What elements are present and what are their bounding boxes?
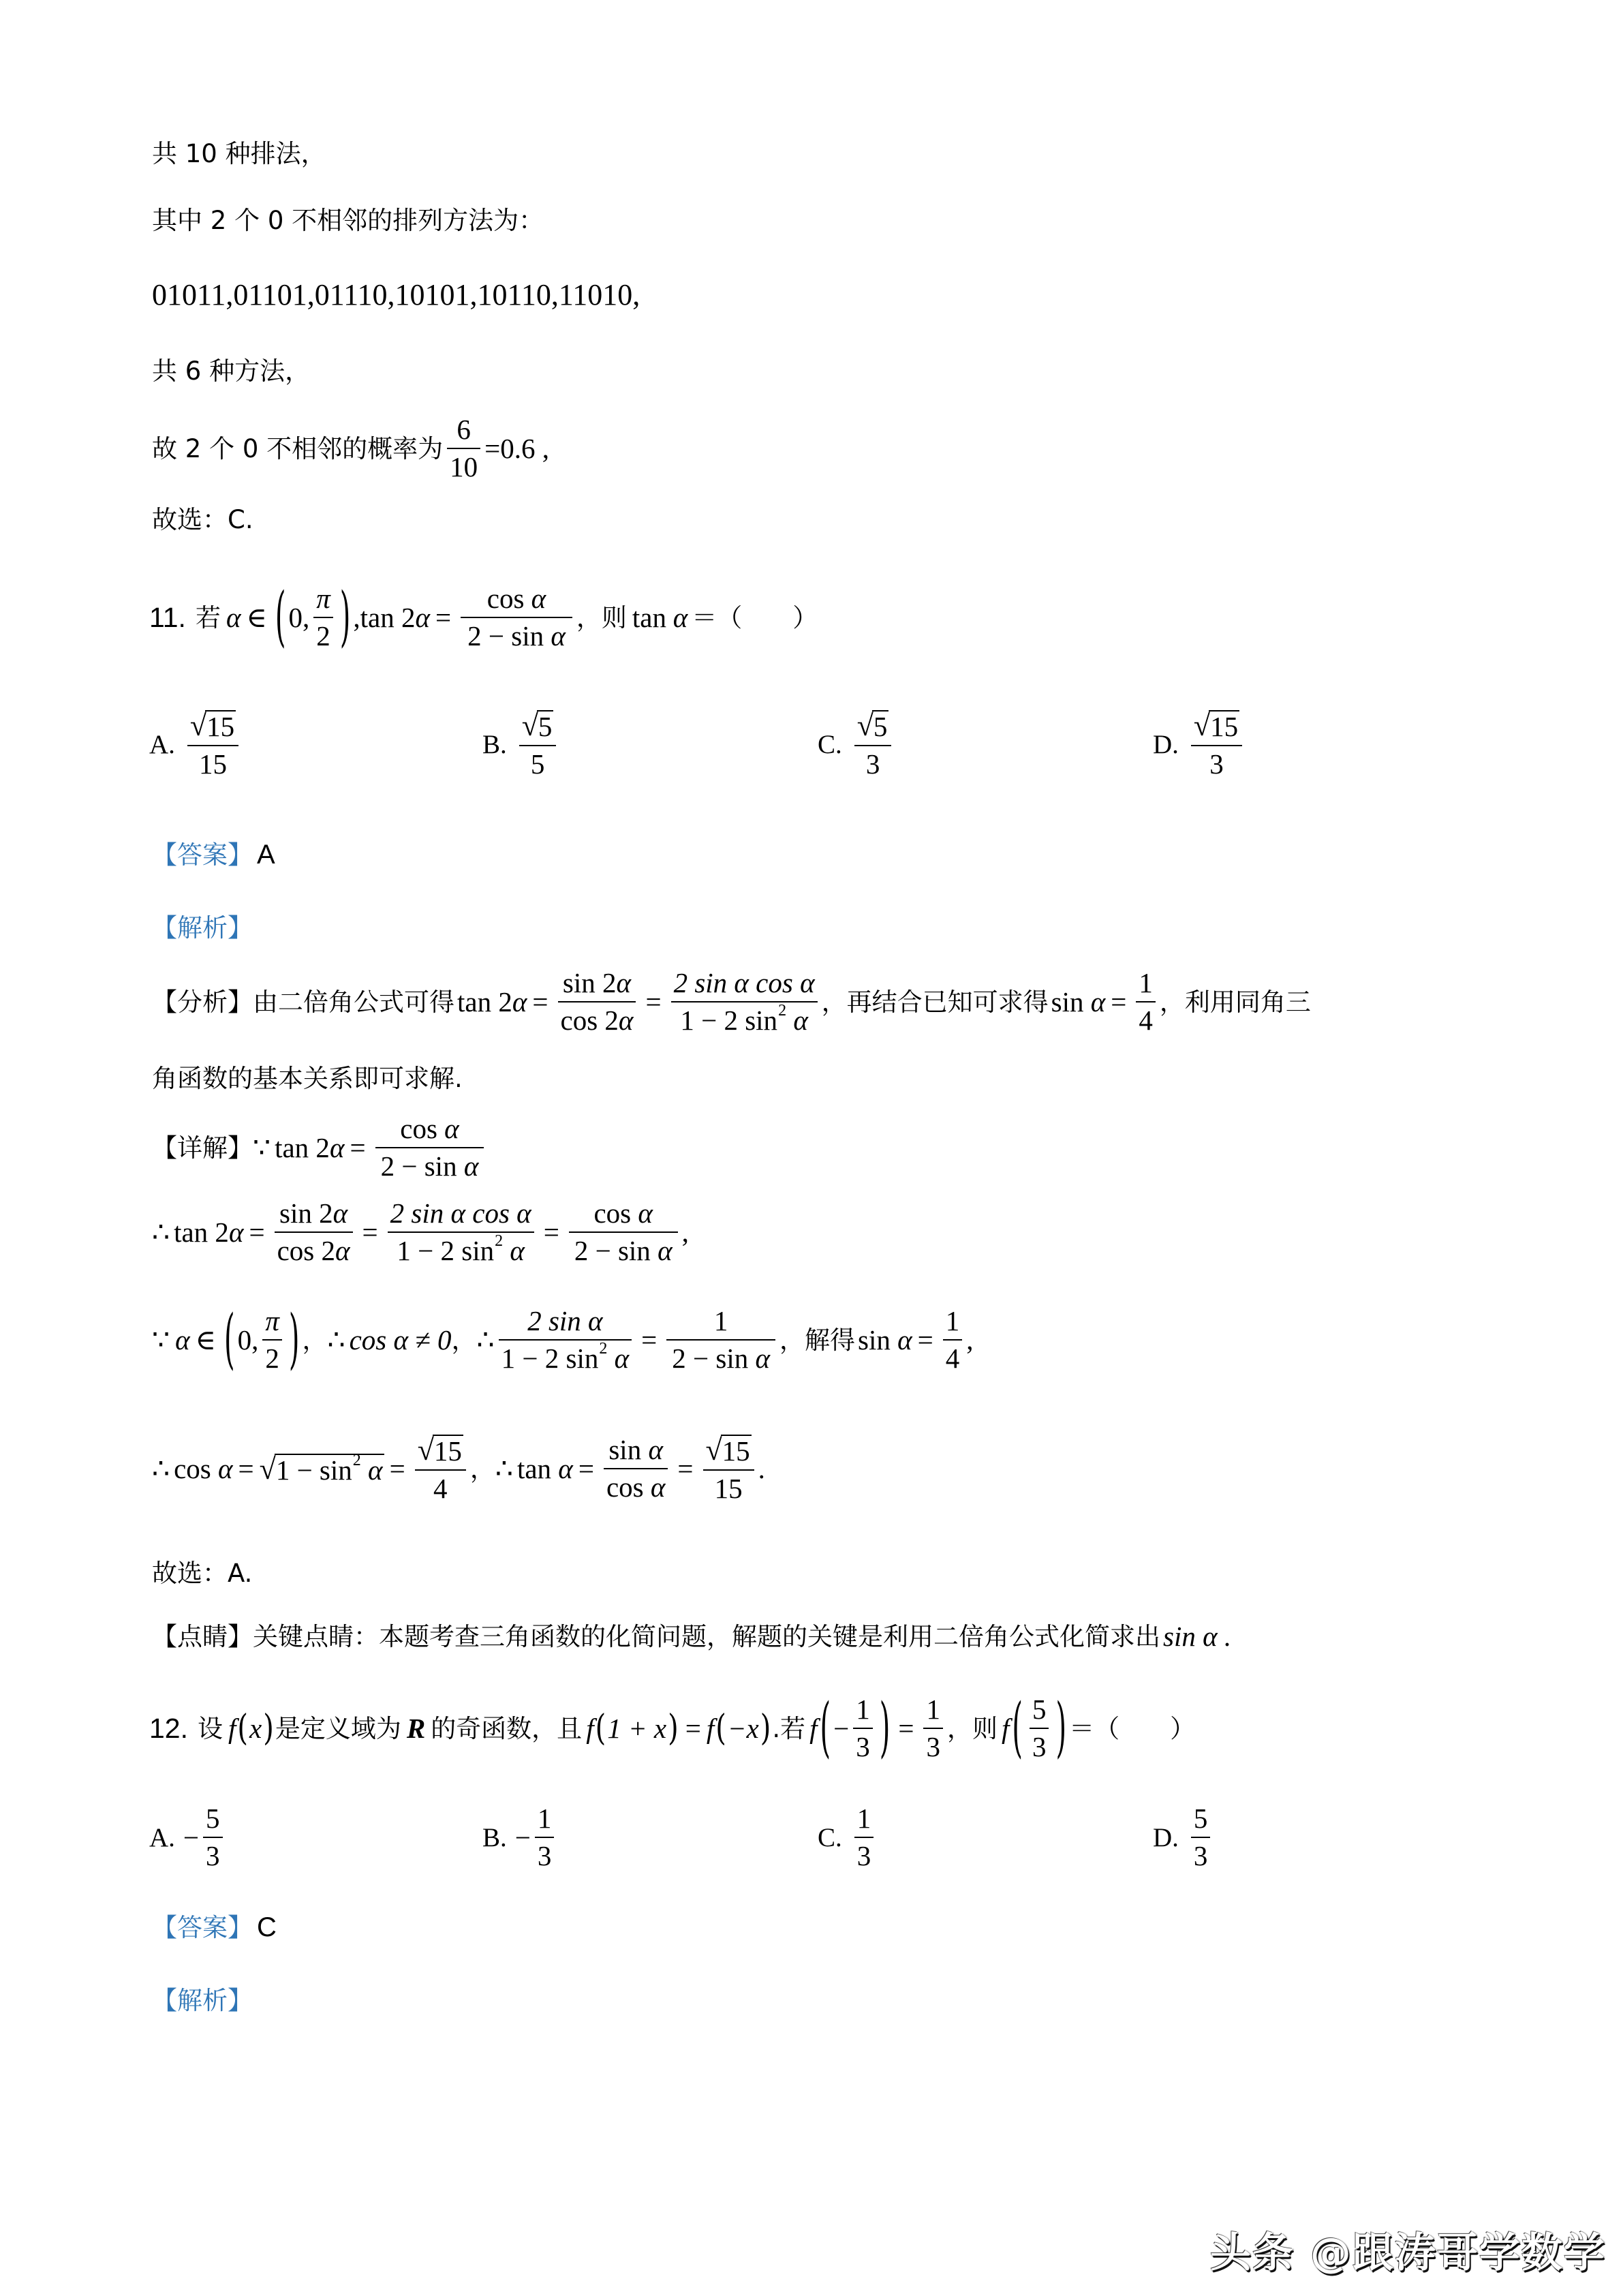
q11-xiangjie-1: 【详解】 ∵ tan 2 α = $\frac{\text{cos α}}{\text{2 − sin α}}$ — [152, 1115, 488, 1180]
tan: tan — [632, 601, 666, 633]
option-label: D. — [1153, 729, 1179, 759]
denominator: 4 — [1136, 1001, 1156, 1035]
period: . — [758, 1452, 765, 1484]
left-paren: ( — [275, 579, 286, 656]
tan2: tan 2 — [174, 1216, 229, 1248]
alpha: α — [368, 1454, 383, 1486]
option-fraction — [1191, 710, 1242, 778]
alpha: α — [1090, 985, 1106, 1017]
denominator: 3 — [1191, 1837, 1211, 1870]
therefore-symbol: ∴ — [152, 1452, 170, 1484]
element-of: ∈ — [195, 1323, 216, 1356]
text-line-six-methods — [152, 358, 310, 384]
pi-over-2 — [262, 1307, 282, 1373]
numerator: 2 sin α — [527, 1305, 603, 1336]
q11-option-b[interactable] — [482, 710, 560, 778]
q12-analysis-heading — [152, 1988, 253, 2013]
denominator: 3 — [1191, 745, 1242, 778]
cos2: cos 2 — [560, 1005, 619, 1036]
alpha: α — [650, 1471, 666, 1503]
text: .若 — [772, 1713, 806, 1743]
q11-fenxi-continued — [152, 1066, 463, 1091]
alpha: α — [558, 1452, 573, 1484]
probability-line — [152, 416, 549, 481]
text: ，则 — [946, 1713, 998, 1743]
alpha: α — [329, 1131, 345, 1163]
text: ，解得 — [779, 1325, 856, 1355]
q11-option-d[interactable] — [1153, 710, 1246, 778]
numerator: 1 — [856, 1694, 870, 1725]
therefore-symbol: ∴ — [476, 1323, 495, 1356]
numerator: 5 — [1032, 1694, 1047, 1725]
comma: , — [632, 278, 640, 311]
therefore-symbol: ∴ — [152, 1216, 170, 1248]
question-number: 11. — [149, 601, 186, 633]
sequences-line — [152, 280, 640, 310]
five-thirds — [1030, 1696, 1049, 1761]
1-over-2-minus-sin — [666, 1307, 775, 1373]
sin2-over-cos2 — [558, 969, 636, 1035]
option-fraction — [535, 1805, 555, 1870]
cos2: cos 2 — [277, 1235, 335, 1266]
element-of: ∈ — [246, 601, 267, 633]
q12-answer — [152, 1914, 277, 1941]
denominator: 3 — [853, 1728, 873, 1761]
q11-dianjing — [152, 1623, 1231, 1651]
text: 共 6 种方法， — [152, 356, 311, 386]
formula: sin α . — [1163, 1621, 1232, 1652]
option-fraction — [1191, 1805, 1211, 1870]
variable-x: x — [249, 1712, 262, 1744]
radicand: 1 − sin — [275, 1454, 352, 1486]
interval-start: 0, — [237, 1323, 259, 1356]
function-f: f — [809, 1712, 818, 1744]
denominator: 3 — [854, 1837, 874, 1870]
q11-xiangjie-3: ∵ α ∈ ( 0, $\frac{\pi}{2}$ ) ， ∴ cos α ≠ 0 ， ∴ $\frac{\text{2 sin α}}{1 - 2 \sin^2 \alpha}$ = $\frac{1}{\text{2 − sin α}}$ ，解得 sin α = $\frac{1}{4}$ , — [152, 1302, 974, 1378]
text-line-ten-arrangements — [152, 141, 326, 166]
comma: ， — [302, 1325, 328, 1355]
denominator: 3 — [535, 1837, 555, 1870]
numerator: 6 — [457, 414, 471, 445]
option-label: C. — [818, 1822, 842, 1852]
q11-analysis-heading — [152, 913, 253, 943]
text: ，再结合已知可求得 — [821, 987, 1049, 1017]
numerator: 2 sin α cos α — [390, 1197, 531, 1229]
pi-over-2 — [313, 585, 333, 650]
denominator: 3 — [923, 1728, 943, 1761]
text: ，利用同角三 — [1159, 987, 1311, 1017]
analysis-tag: 【解析】 — [152, 913, 253, 943]
denominator: 3 — [854, 745, 892, 778]
tan2: tan 2 — [275, 1131, 330, 1163]
alpha: α — [510, 1235, 525, 1266]
alpha: α — [463, 1150, 479, 1182]
denominator-part: 1 − 2 sin — [680, 1005, 778, 1036]
q11-xiangjie-2: ∴ tan 2 α = $\frac{\sin 2\alpha}{\cos 2\alpha}$ = $\frac{\text{2 sin α cos α}}{1 - 2 \sin^2 \alpha}$ = $\frac{\text{cos α}}{\text{2 − sin α}}$ , — [152, 1197, 689, 1266]
alpha: α — [531, 583, 546, 614]
right-paren: ) — [339, 579, 351, 656]
probability-fraction — [447, 416, 480, 481]
q12-option-b[interactable] — [482, 1805, 558, 1870]
because-symbol: ∵ — [152, 1323, 170, 1356]
conclusion-c — [152, 507, 253, 532]
answer-blank: ＝（ ） — [692, 602, 818, 632]
dianjing-tag: 【点睛】 — [152, 1622, 253, 1651]
denominator-part: 1 − 2 sin — [397, 1235, 495, 1266]
text: 故选：A. — [152, 1559, 253, 1588]
alpha: α — [658, 1235, 673, 1266]
q12-option-c[interactable] — [818, 1805, 878, 1870]
argument: −x — [727, 1712, 759, 1744]
comma: ， — [451, 1325, 477, 1355]
option-label: B. — [482, 729, 507, 759]
numerator: 2 sin α cos α — [673, 967, 815, 998]
alpha: α — [415, 601, 430, 633]
numerator: π — [316, 583, 330, 614]
two-minus-sin: 2 − sin — [672, 1343, 749, 1374]
cos-not-zero: cos α ≠ 0 — [349, 1323, 452, 1356]
alpha: α — [512, 985, 527, 1017]
option-fraction — [854, 710, 892, 778]
alpha: α — [614, 1343, 630, 1374]
denominator: 5 — [519, 745, 557, 778]
sin2: sin 2 — [562, 967, 617, 998]
cos: cos — [400, 1113, 437, 1144]
text: 故 2 个 0 不相邻的概率为 — [152, 433, 444, 463]
numerator: 5 — [206, 1803, 220, 1834]
function-f: f — [586, 1712, 594, 1744]
q12-option-a[interactable] — [149, 1805, 227, 1870]
sign: − — [183, 1822, 200, 1853]
two-minus-sin: 2 − sin — [380, 1150, 457, 1182]
double-angle-fraction — [671, 969, 818, 1035]
q11-xiangjie-4: ∴ cos α = √ $1 - \sin^2 \alpha$ = √ 15 4 ， ∴ tan α = $\frac{\text{sin α}}{\text{cos α}}$ = √ 15 15 . — [152, 1433, 765, 1504]
question-11: 11. 若 α ∈ ( 0, $\frac{\pi}{2}$ ) , tan 2 α = $\frac{\text{cos α}}{\text{2 − sin α}}$ ，则 tan α ＝（ ） — [149, 579, 818, 656]
answer-value: A — [257, 840, 275, 870]
denominator: 4 — [415, 1469, 466, 1503]
alpha: α — [228, 1216, 244, 1248]
option-fraction — [203, 1805, 223, 1870]
denominator-part: 1 − 2 sin — [501, 1343, 599, 1374]
alpha: α — [673, 601, 688, 633]
sqrt15-over-4: √ 15 4 — [415, 1435, 466, 1503]
because-symbol: ∵ — [253, 1131, 271, 1163]
option-label: A. — [149, 1822, 175, 1852]
xiangjie-tag: 【详解】 — [152, 1133, 253, 1163]
exponent: 2 — [778, 1002, 787, 1020]
radicand: 15 — [722, 1435, 750, 1467]
answer-tag: 【答案】 — [152, 1912, 253, 1942]
sin-over-cos: $\frac{\text{sin α}}{\text{cos α}}$ — [604, 1436, 668, 1501]
minus: − — [833, 1712, 850, 1744]
text: 是定义域为 — [275, 1713, 401, 1743]
radicand: 5 — [538, 711, 553, 742]
one-quarter — [943, 1307, 963, 1373]
left-paren: ( — [223, 1302, 235, 1378]
double-angle-fraction — [388, 1199, 534, 1265]
cos-over-2-minus-sin — [569, 1199, 678, 1265]
sign: − — [514, 1822, 531, 1853]
2sin-over-1-minus-2sin2 — [499, 1307, 632, 1373]
numerator: 1 — [713, 1305, 728, 1336]
fenxi-tag: 【分析】 — [152, 987, 253, 1017]
sqrt-icon: √ $1 - \sin^2 \alpha$ — [259, 1451, 383, 1486]
one-quarter — [1136, 969, 1156, 1035]
therefore-symbol: ∴ — [327, 1323, 345, 1356]
option-fraction — [187, 710, 238, 778]
alpha: α — [616, 967, 632, 998]
exponent: 2 — [495, 1232, 504, 1251]
numerator: 1 — [945, 1305, 960, 1336]
option-fraction — [519, 710, 557, 778]
option-label: C. — [818, 729, 842, 759]
alpha: α — [638, 1197, 653, 1229]
sin2-over-cos2 — [275, 1199, 353, 1265]
sqrt-icon: √ 15 — [1193, 709, 1239, 742]
sqrt-icon: √ 5 — [856, 709, 888, 742]
text: 若 — [195, 602, 221, 632]
analysis-tag: 【解析】 — [152, 1986, 253, 2015]
text: 的奇函数，且 — [431, 1713, 583, 1743]
denominator: 3 — [1030, 1728, 1049, 1761]
alpha: α — [648, 1434, 663, 1465]
option-label: B. — [482, 1822, 507, 1852]
function-f: f — [706, 1712, 715, 1744]
text: ，则 — [576, 602, 627, 632]
option-label: D. — [1153, 1822, 1179, 1852]
tan2: tan 2 — [360, 601, 416, 633]
cos: cos — [486, 583, 525, 614]
numerator: 1 — [1139, 967, 1153, 998]
text: 故选：C. — [152, 505, 253, 534]
exponent: 2 — [599, 1340, 608, 1358]
one-third — [923, 1696, 943, 1761]
q11-fenxi: 【分析】 由二倍角公式可得 tan 2 α = $\frac{\sin 2\alpha}{\cos 2\alpha}$ = $\frac{\text{2 sin α cos α}}{1 - 2 \sin^2 \alpha}$ ，再结合已知可求得 sin α = $\frac{1}{4}$ ，利用同角三 — [152, 967, 1311, 1036]
alpha: α — [333, 1197, 348, 1229]
function-f: f — [1001, 1712, 1010, 1744]
sqrt15-over-15: √ 15 15 — [703, 1435, 754, 1503]
numerator: 1 — [537, 1803, 552, 1834]
sqrt-icon: √ 15 — [189, 709, 235, 742]
text: 由二倍角公式可得 — [253, 987, 454, 1017]
radicand: 15 — [206, 711, 235, 742]
sequence-list: 01011,01101,01110,10101,10110,11010 — [152, 278, 633, 311]
two-minus-sin: 2 − sin — [467, 620, 544, 652]
alpha: α — [444, 1113, 459, 1144]
text: 其中 2 个 0 不相邻的排列方法为： — [152, 206, 544, 235]
alpha: α — [226, 601, 241, 633]
denominator: 10 — [447, 448, 480, 481]
cos-over-2-minus-sin — [461, 585, 572, 650]
function-f: f — [228, 1712, 236, 1744]
alpha: α — [218, 1452, 233, 1484]
denominator: 2 — [262, 1339, 282, 1373]
alpha: α — [793, 1005, 808, 1036]
denominator: 4 — [943, 1339, 963, 1373]
answer-blank: ＝（ ） — [1069, 1713, 1196, 1743]
cos: cos — [593, 1197, 632, 1229]
tan2: tan 2 — [457, 985, 512, 1017]
alpha: α — [897, 1323, 912, 1356]
alpha: α — [335, 1235, 350, 1266]
alpha: α — [551, 620, 566, 652]
question-number: 12. — [149, 1712, 188, 1744]
option-fraction — [854, 1805, 874, 1870]
comma: ， — [469, 1454, 495, 1484]
watermark: 头条 @跟涛哥学数学 — [1210, 2229, 1606, 2277]
q11-answer — [152, 841, 275, 868]
radicand: 15 — [1210, 711, 1239, 742]
alpha: α — [175, 1323, 190, 1356]
denominator: 3 — [203, 1837, 223, 1870]
one-third — [853, 1696, 873, 1761]
text: 共 10 种排法， — [152, 139, 326, 168]
numerator: π — [265, 1305, 279, 1336]
therefore-symbol: ∴ — [495, 1452, 513, 1484]
alpha: α — [755, 1343, 771, 1374]
text: 关键点睛：本题考查三角函数的化简问题，解题的关键是利用二倍角公式化简求出 — [253, 1622, 1160, 1651]
q11-option-c[interactable] — [818, 710, 895, 778]
numerator: 5 — [1193, 1803, 1208, 1834]
numerator: 1 — [926, 1694, 940, 1725]
radicand: 15 — [433, 1435, 462, 1467]
sin2: sin 2 — [279, 1197, 333, 1229]
q12-option-d[interactable] — [1153, 1805, 1214, 1870]
answer-value: C — [257, 1912, 277, 1942]
text: 设 — [198, 1713, 223, 1743]
real-set-r: R — [406, 1712, 426, 1744]
text: 角函数的基本关系即可求解. — [152, 1064, 463, 1093]
question-12: 12. 设 f ( x ) 是定义域为 R 的奇函数，且 f ( 1 + x ) = f ( −x ) .若 f ( − $\frac{1}{3}$ ) = $\frac{1}{3}$ ，则 f ( $\frac{5}{3}$ ) ＝（ ） — [149, 1690, 1196, 1766]
alpha: α — [618, 1005, 634, 1036]
denominator: 2 — [313, 617, 333, 650]
radicand: 5 — [873, 711, 888, 742]
exponent: 2 — [352, 1451, 361, 1469]
answer-tag: 【答案】 — [152, 840, 253, 870]
conclusion-a — [152, 1561, 252, 1586]
text-line-nonadjacent-intro — [152, 208, 544, 233]
numerator: 1 — [856, 1803, 871, 1834]
right-paren: ) — [288, 1302, 300, 1378]
two-minus-sin: 2 − sin — [574, 1235, 651, 1266]
interval-start: 0, — [288, 601, 310, 633]
option-label: A. — [149, 729, 175, 759]
denominator: 15 — [187, 745, 238, 778]
probability-value: =0.6 , — [484, 432, 550, 464]
denominator: 15 — [703, 1469, 754, 1503]
q11-option-a[interactable] — [149, 710, 243, 778]
argument: 1 + x — [607, 1712, 667, 1744]
cos-over-2-minus-sin — [375, 1115, 484, 1180]
sqrt-icon: √ 5 — [521, 709, 553, 742]
